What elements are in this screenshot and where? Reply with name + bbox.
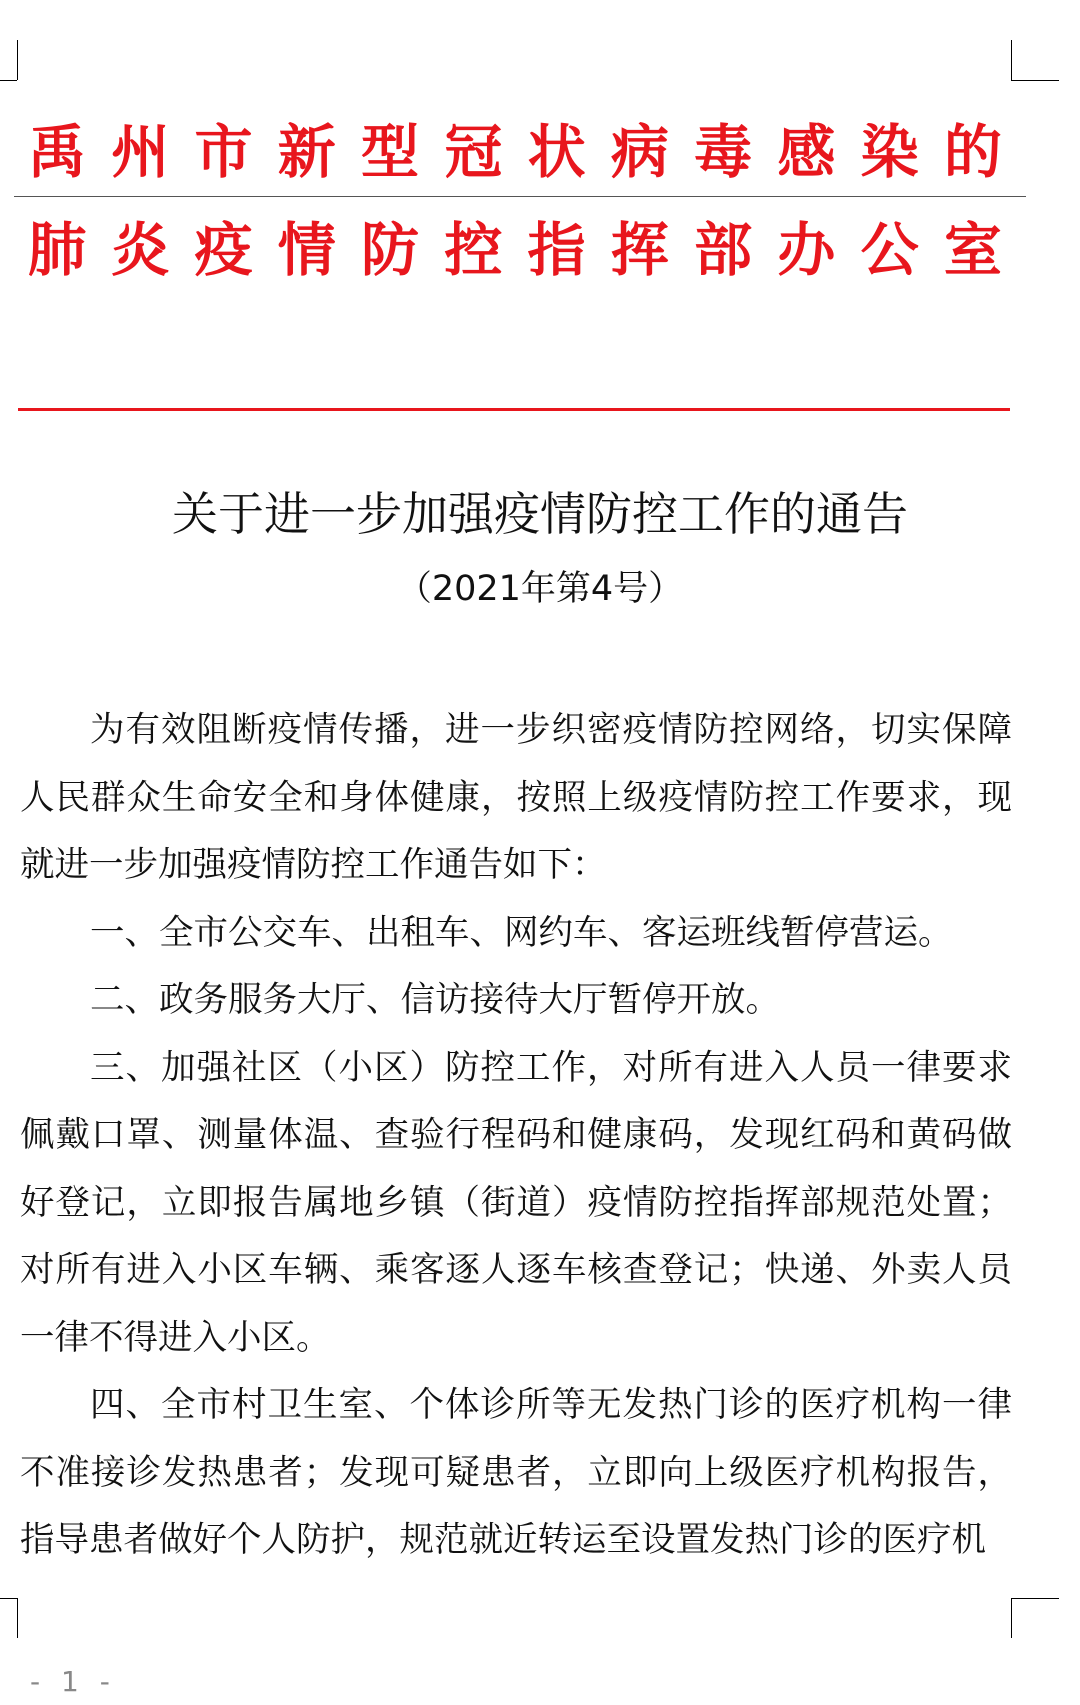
header-char: 市 bbox=[194, 118, 253, 186]
body-paragraph: 为有效阻断疫情传播，进一步织密疫情防控网络，切实保障人民群众生命安全和身体健康，按照上级疫情防控工作要求，现就进一步加强疫情防控工作通告如下： bbox=[20, 710, 1012, 885]
page-number: - 1 - bbox=[30, 1665, 116, 1698]
header-char: 公 bbox=[860, 216, 919, 284]
header-char: 州 bbox=[111, 118, 170, 186]
header-char: 挥 bbox=[610, 216, 669, 284]
body-paragraph: 二、政务服务大厅、信访接待大厅暂停开放。 bbox=[90, 980, 780, 1020]
crop-mark-top-left bbox=[0, 80, 17, 81]
header-char: 禹 bbox=[27, 118, 86, 186]
header-char: 型 bbox=[361, 118, 420, 186]
header-char: 病 bbox=[610, 118, 669, 186]
crop-mark-bottom-right bbox=[1011, 1598, 1059, 1599]
notice-number: （2021年第4号） bbox=[396, 569, 684, 609]
notice-title: 关于进一步加强疫情防控工作的通告 bbox=[172, 487, 908, 541]
header-char: 室 bbox=[943, 216, 1002, 284]
body-paragraph: 一、全市公交车、出租车、网约车、客运班线暂停营运。 bbox=[90, 912, 953, 953]
header-char: 部 bbox=[694, 216, 753, 284]
header-divider bbox=[14, 196, 1026, 197]
header-char: 染 bbox=[860, 118, 919, 186]
crop-mark-top-left bbox=[17, 40, 18, 80]
header-char: 状 bbox=[527, 118, 586, 186]
header-char: 的 bbox=[943, 118, 1002, 186]
header-char: 防 bbox=[361, 216, 420, 284]
header-char: 疫 bbox=[194, 216, 253, 284]
crop-mark-top-right bbox=[1011, 40, 1012, 80]
crop-mark-bottom-left bbox=[0, 1598, 17, 1599]
header-char: 肺 bbox=[27, 216, 86, 284]
header-char: 控 bbox=[444, 216, 503, 284]
issuer-header-line-2 bbox=[20, 210, 1010, 290]
header-char: 情 bbox=[277, 216, 336, 284]
header-char: 冠 bbox=[444, 118, 503, 186]
crop-mark-bottom-left bbox=[17, 1598, 18, 1638]
header-char: 毒 bbox=[694, 118, 753, 186]
header-char: 办 bbox=[777, 216, 836, 284]
notice-body bbox=[20, 697, 1012, 1575]
red-separator-line bbox=[18, 408, 1010, 411]
body-paragraph: 三、加强社区（小区）防控工作，对所有进入人员一律要求佩戴口罩、测量体温、查验行程码和健康码，发现红码和黄码做好登记，立即报告属地乡镇（街道）疫情防控指挥部规范处置；对所有进入小区车辆、乘客逐人逐车核查登记；快递、外卖人员一律不得进入小区。 bbox=[20, 1047, 1012, 1358]
crop-mark-top-right bbox=[1011, 80, 1059, 81]
header-char: 指 bbox=[527, 216, 586, 284]
header-char: 炎 bbox=[111, 216, 170, 284]
issuer-header-line-1 bbox=[20, 112, 1010, 192]
body-paragraph: 四、全市村卫生室、个体诊所等无发热门诊的医疗机构一律不准接诊发热患者；发现可疑患者，立即向上级医疗机构报告，指导患者做好个人防护，规范就近转运至设置发热门诊的医疗机 bbox=[20, 1385, 1012, 1560]
header-char: 感 bbox=[777, 118, 836, 186]
crop-mark-bottom-right bbox=[1011, 1598, 1012, 1638]
header-char: 新 bbox=[277, 118, 336, 186]
